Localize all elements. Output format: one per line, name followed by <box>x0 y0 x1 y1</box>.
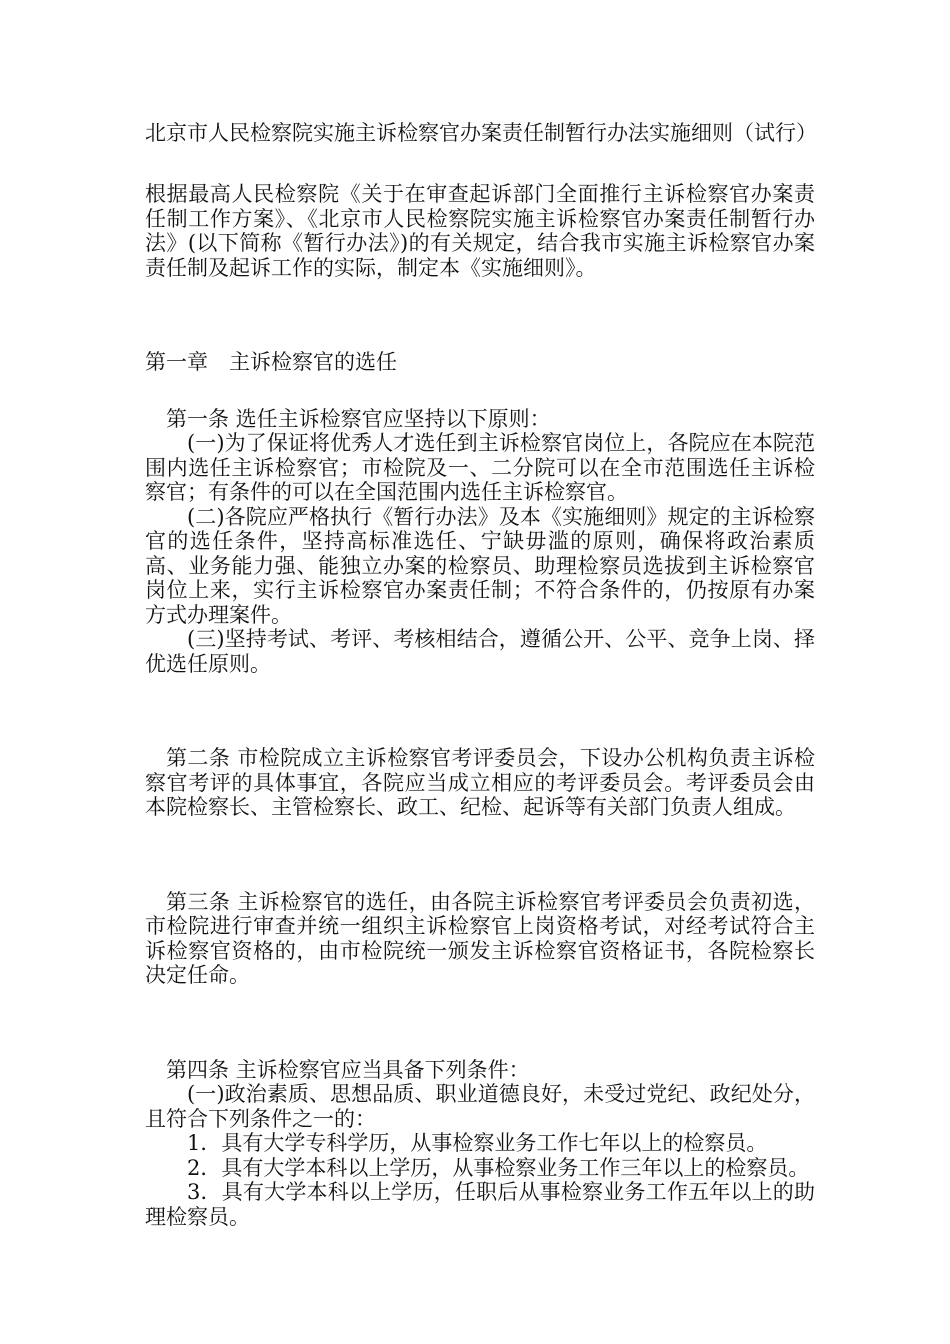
article-4: 第四条 主诉检察官应当具备下列条件： <box>166 1057 530 1082</box>
article-1-item-3: (三)坚持考试、考评、考核相结合，遵循公开、公平、竞争上岗、择优选任原则。 <box>145 627 815 676</box>
article-4-condition-1: 1．具有大学专科学历，从事检察业务工作七年以上的检察员。 <box>187 1131 768 1155</box>
article-1-item-2: (二)各院应严格执行《暂行办法》及本《实施细则》规定的主诉检察官的选任条件，坚持高标准选任、宁缺毋滥的原则，确保将政治素质高、业务能力强、能独立办案的检察员、助理检察员选拔到主诉检察官岗位上来，实行主诉检察官办案责任制；不符合条件的，仍按原有办案方式办理案件。 <box>145 504 815 627</box>
intro-paragraph: 根据最高人民检察院《关于在审查起诉部门全面推行主诉检察官办案责任制工作方案》、《北京市人民检察院实施主诉检察官办案责任制暂行办法》(以下简称《暂行办法》)的有关规定，结合我市实施主诉检察官办案责任制及起诉工作的实际，制定本《实施细则》。 <box>145 182 815 280</box>
document-title: 北京市人民检察院实施主诉检察官办案责任制暂行办法实施细则（试行） <box>145 121 817 145</box>
article-4-condition-2: 2．具有大学本科以上学历，从事检察业务工作三年以上的检察员。 <box>187 1155 810 1180</box>
article-4-item-1: (一)政治素质、思想品质、职业道德良好，未受过党纪、政纪处分，且符合下列条件之一的： <box>145 1082 815 1131</box>
article-1: 第一条 选任主诉检察官应坚持以下原则： <box>166 406 551 431</box>
chapter-heading: 第一章 主诉检察官的选任 <box>145 350 397 374</box>
article-1-item-1: (一)为了保证将优秀人才选任到主诉检察官岗位上，各院应在本院范围内选任主诉检察官；市检院及一、二分院可以在全市范围选任主诉检察官；有条件的可以在全国范围内选任主诉检察官。 <box>145 431 815 504</box>
article-2: 第二条 市检院成立主诉检察官考评委员会，下设办公机构负责主诉检察官考评的具体事宜，各院应当成立相应的考评委员会。考评委员会由本院检察长、主管检察长、政工、纪检、起诉等有关部门负责人组成。 <box>145 746 815 819</box>
document-page <box>145 120 815 1229</box>
article-4-condition-3: 3．具有大学本科以上学历，任职后从事检察业务工作五年以上的助理检察员。 <box>145 1180 815 1229</box>
article-3: 第三条 主诉检察官的选任，由各院主诉检察官考评委员会负责初选，市检院进行审查并统一组织主诉检察官上岗资格考试，对经考试符合主诉检察官资格的，由市检院统一颁发主诉检察官资格证书，各院检察长决定任命。 <box>145 889 815 987</box>
